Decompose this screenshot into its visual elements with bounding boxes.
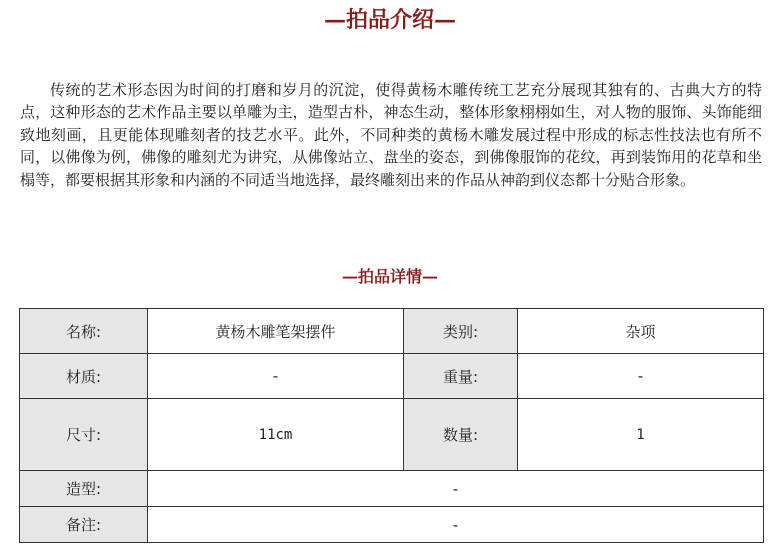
size-label: 尺寸: bbox=[20, 399, 148, 471]
intro-paragraph: 传统的艺术形态因为时间的打磨和岁月的沉淀，使得黄杨木雕传统工艺充分展现其独有的、古典大方的特点，这种形态的艺术作品主要以单雕为主，造型古朴，神态生动，整体形象栩栩如生，对人物的服饰、头饰能细致地刻画，且更能体现雕刻者的技艺水平。此外，不同种类的黄杨木雕发展过程中形成的标志性技法也有所不同，以佛像为例，佛像的雕刻尤为讲究，从佛像站立、盘坐的姿态，到佛像服饰的花纹，再到装饰用的花草和坐榻等，都要根据其形象和内涵的不同适当地选择，最终雕刻出来的作品从神韵到仪态都十分贴合形象。 bbox=[20, 81, 762, 189]
details-table bbox=[19, 308, 764, 543]
quantity-value: 1 bbox=[518, 399, 764, 471]
category-value: 杂项 bbox=[518, 309, 764, 354]
shape-label: 造型: bbox=[20, 471, 148, 507]
size-value: 11cm bbox=[148, 399, 404, 471]
table-row bbox=[20, 354, 764, 399]
notes-value: - bbox=[148, 507, 764, 543]
weight-value: - bbox=[518, 354, 764, 399]
table-row bbox=[20, 309, 764, 354]
notes-label: 备注: bbox=[20, 507, 148, 543]
name-label: 名称: bbox=[20, 309, 148, 354]
details-heading: —拍品详情— bbox=[341, 267, 438, 286]
name-value: 黄杨木雕笔架摆件 bbox=[148, 309, 404, 354]
category-label: 类别: bbox=[404, 309, 518, 354]
table-row bbox=[20, 471, 764, 507]
weight-label: 重量: bbox=[404, 354, 518, 399]
shape-value: - bbox=[148, 471, 764, 507]
table-row bbox=[20, 507, 764, 543]
page-title: —拍品介绍— bbox=[323, 7, 456, 33]
material-value: - bbox=[148, 354, 404, 399]
material-label: 材质: bbox=[20, 354, 148, 399]
quantity-label: 数量: bbox=[404, 399, 518, 471]
table-row bbox=[20, 399, 764, 471]
